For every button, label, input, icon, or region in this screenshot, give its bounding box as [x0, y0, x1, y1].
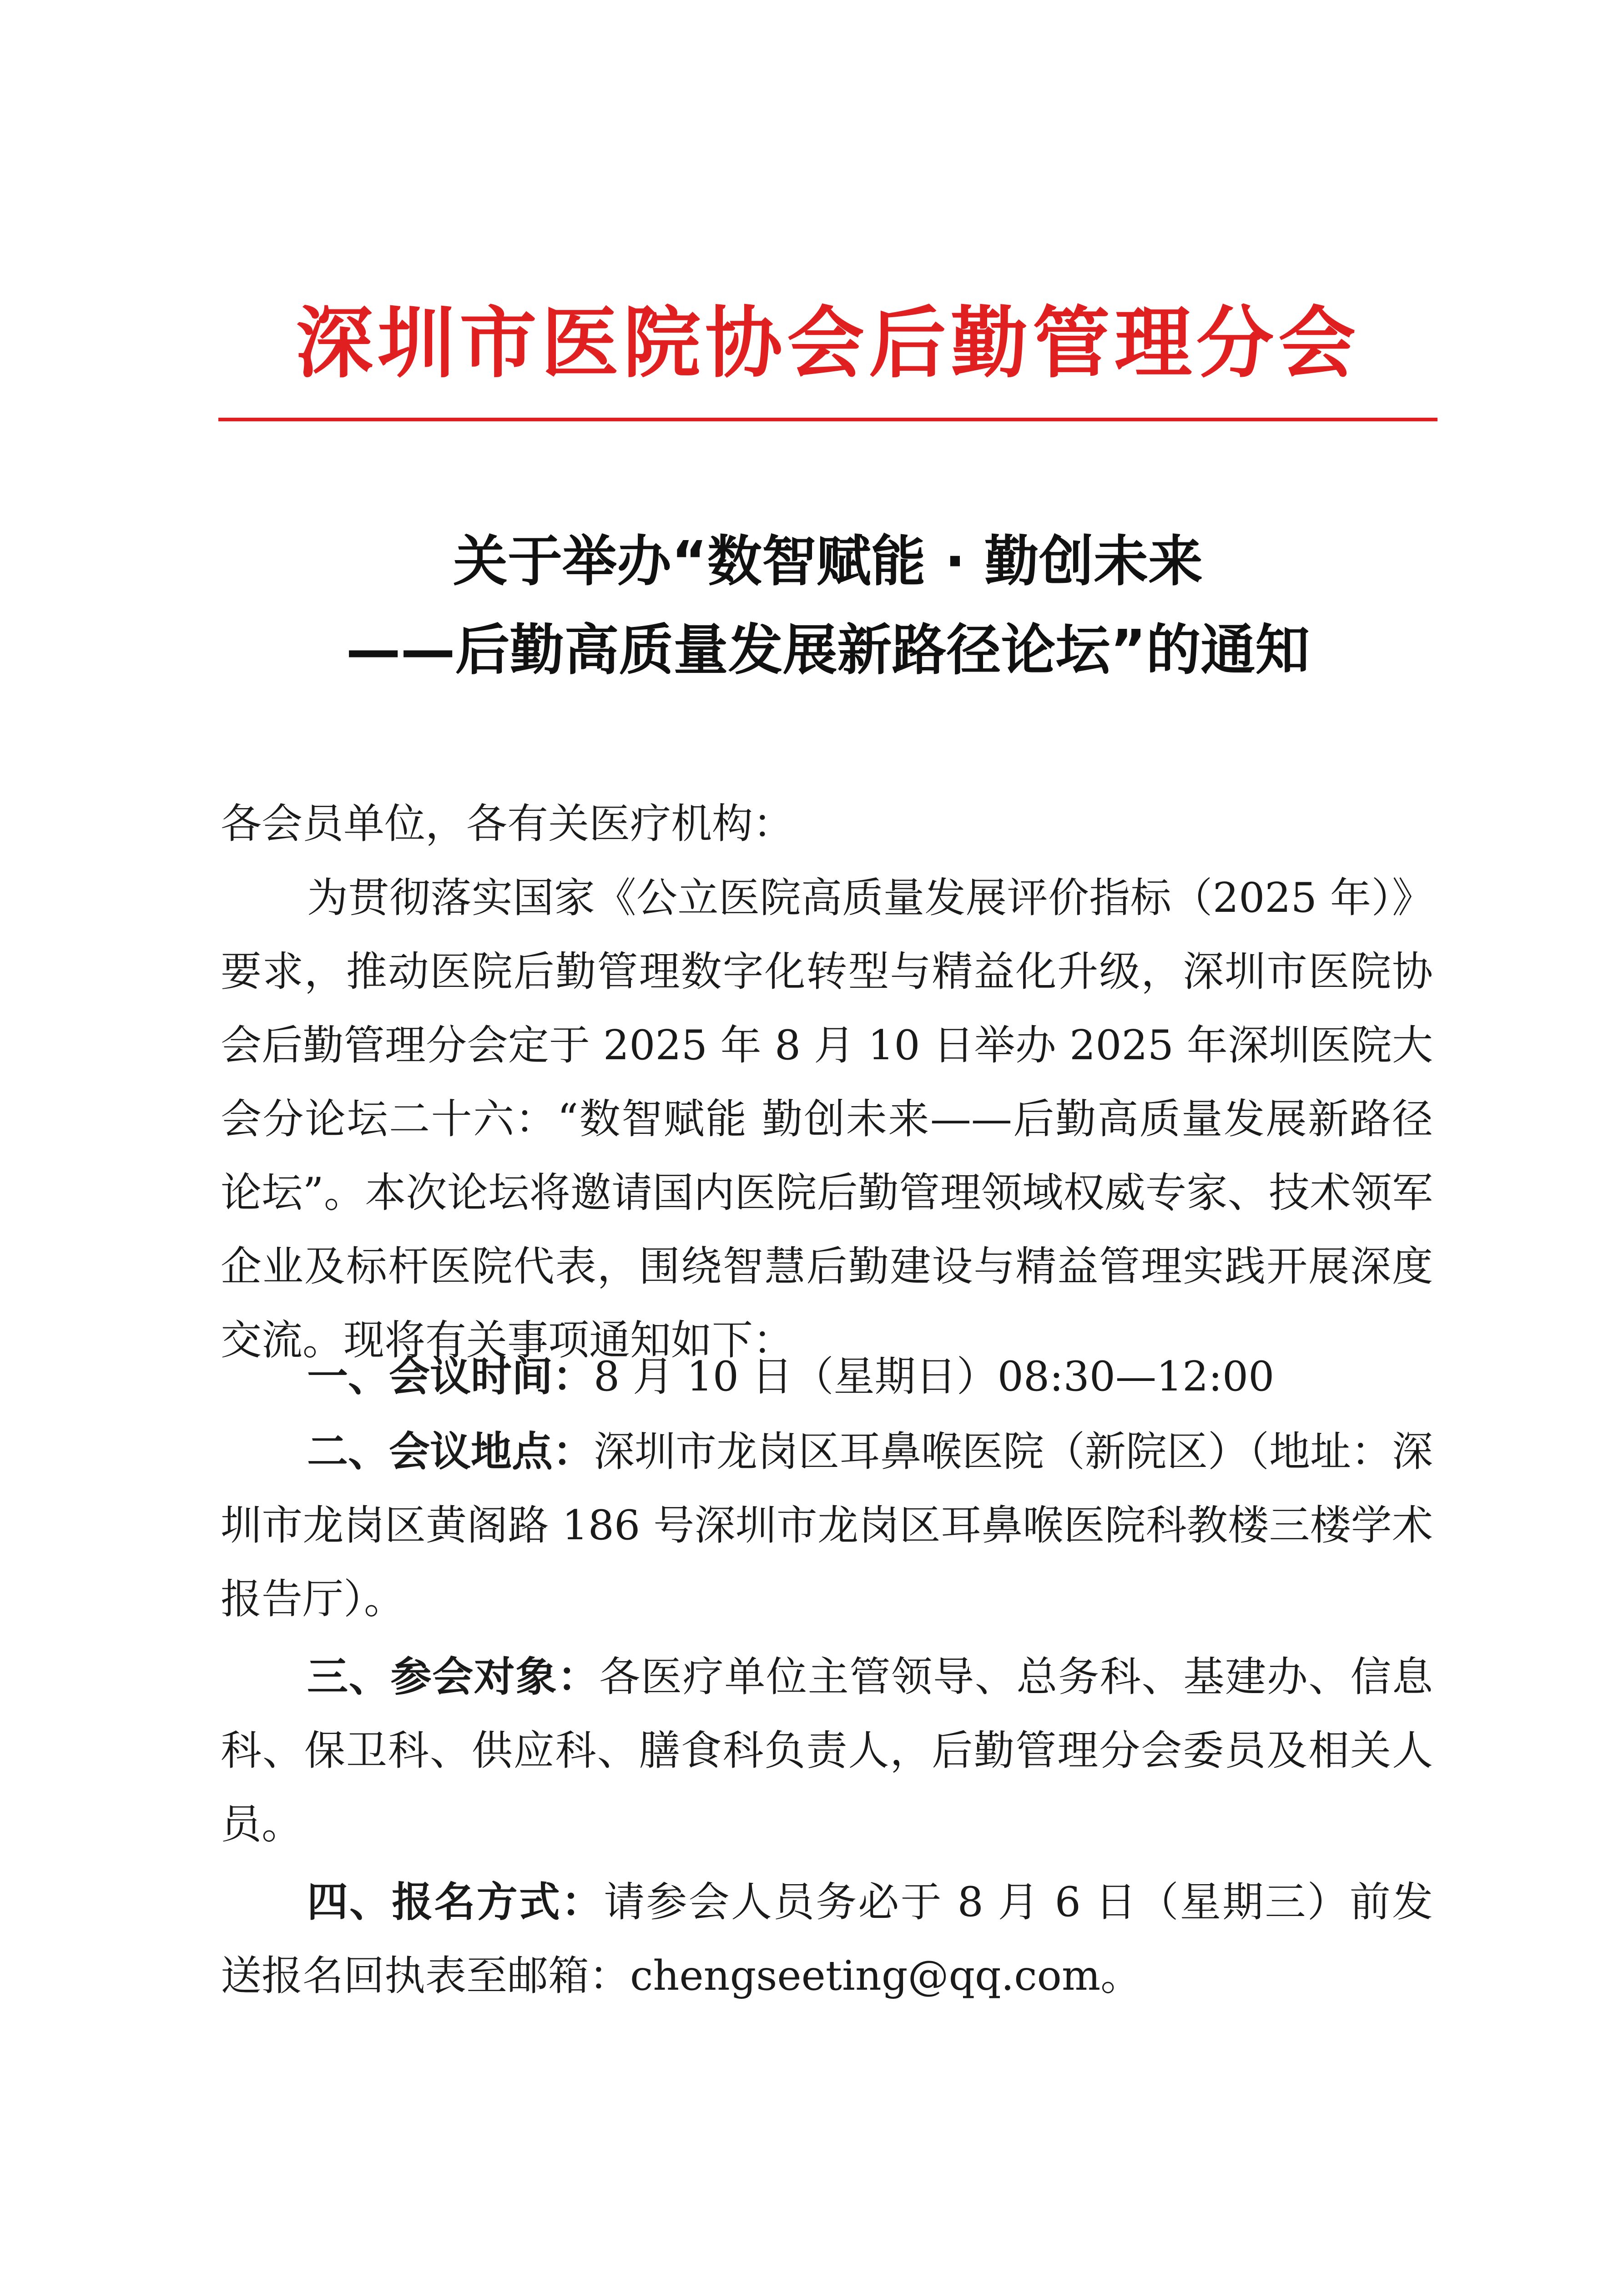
notice-title-line-1: 关于举办“数智赋能 · 勤创未来 [453, 530, 1203, 593]
item-meeting-location [221, 1415, 1433, 1636]
item-text: 8 月 10 日（星期日）08:30—12:00 [594, 1353, 1275, 1400]
item-text: 深圳市龙岗区耳鼻喉医院（新院区）（地址：深圳市龙岗区黄阁路 186 号深圳市龙岗区耳鼻喉医院科教楼三楼学术报告厅）。 [221, 1428, 1433, 1623]
item-registration [221, 1866, 1433, 2013]
item-text: 请参会人员务必于 8 月 6 日（星期三）前发送报名回执表至邮箱：chengseeting@qq.com。 [221, 1878, 1433, 2000]
item-label: 四、报名方式： [307, 1878, 604, 1926]
salutation: 各会员单位，各有关医疗机构： [221, 800, 794, 848]
item-meeting-time [221, 1340, 1433, 1414]
item-label: 一、会议时间： [307, 1353, 594, 1400]
item-attendees [221, 1640, 1433, 1861]
item-text: 各医疗单位主管领导、总务科、基建办、信息科、保卫科、供应科、膳食科负责人，后勤管理分会委员及相关人员。 [221, 1653, 1433, 1848]
organization-header: 深圳市医院协会后勤管理分会 [295, 298, 1360, 389]
notice-title-line-2: ——后勤高质量发展新路径论坛”的通知 [346, 619, 1310, 682]
intro-paragraph: 为贯彻落实国家《公立医院高质量发展评价指标（2025 年）》要求，推动医院后勤管理数字化转型与精益化升级，深圳市医院协会后勤管理分会定于 2025 年 8 月 10 日举办 2025 年深圳医院大会分论坛二十六：“数智赋能 勤创未来——后勤高质量发展新路径论坛”。本次论坛将邀请国内医院后勤管理领域权威专家、技术领军企业及标杆医院代表，围绕智慧后勤建设与精益管理实践开展深度交流。现将有关事项通知如下： [221, 874, 1433, 1364]
header-divider [218, 418, 1437, 421]
item-label: 二、会议地点： [307, 1428, 594, 1476]
item-label: 三、参会对象： [307, 1653, 600, 1701]
